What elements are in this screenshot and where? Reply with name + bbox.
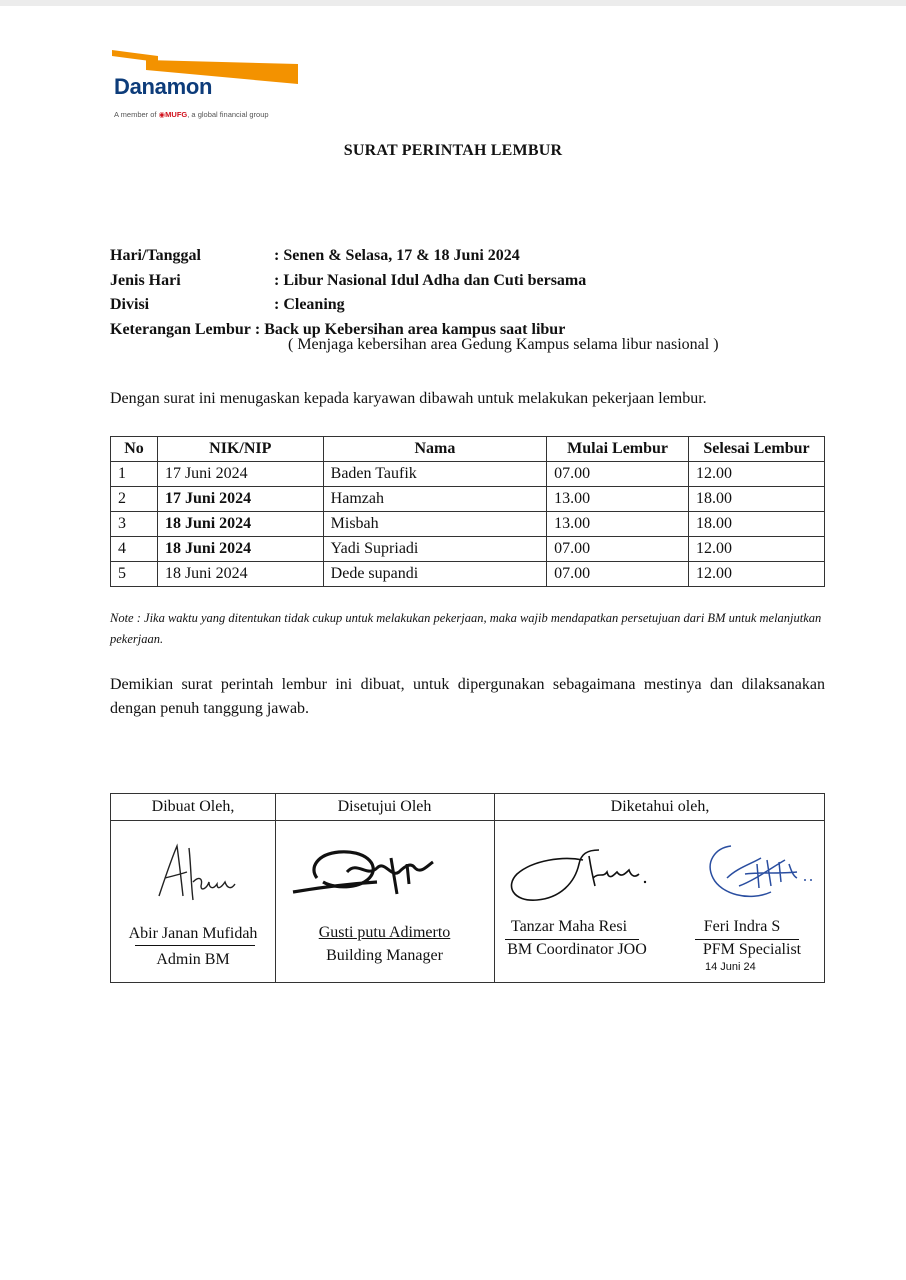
info-row-day: Hari/Tanggal : Senen & Selasa, 17 & 18 Juni 2024 bbox=[110, 247, 520, 264]
cell-name: Hamzah bbox=[323, 487, 546, 512]
cell-start: 07.00 bbox=[547, 537, 689, 562]
document-title: SURAT PERINTAH LEMBUR bbox=[343, 142, 563, 159]
cell-nik: 17 Juni 2024 bbox=[157, 487, 323, 512]
cell-nik: 17 Juni 2024 bbox=[157, 462, 323, 487]
header-name: Nama bbox=[323, 437, 546, 462]
signer-2-name: Gusti putu Adimerto bbox=[318, 924, 451, 941]
cell-start: 07.00 bbox=[547, 562, 689, 587]
header-start: Mulai Lembur bbox=[547, 437, 689, 462]
cell-name: Dede supandi bbox=[323, 562, 546, 587]
table-row bbox=[111, 462, 825, 487]
cell-name: Baden Taufik bbox=[323, 462, 546, 487]
info-row-division: Divisi : Cleaning bbox=[110, 296, 345, 313]
signature-2-icon bbox=[287, 838, 447, 908]
signature-4-icon bbox=[701, 838, 821, 908]
made-by-header: Dibuat Oleh, bbox=[151, 798, 235, 815]
info-row-type: Jenis Hari : Libur Nasional Idul Adha dan Cuti bersama bbox=[110, 271, 587, 289]
table-row bbox=[111, 537, 825, 562]
info-row-remark: Keterangan Lembur : Back up Kebersihan area kampus saat libur bbox=[110, 320, 566, 338]
cell-no: 5 bbox=[111, 562, 158, 587]
signer-3-role: BM Coordinator JOO bbox=[507, 941, 647, 958]
signature-table bbox=[110, 793, 825, 983]
logo-name: Danamon bbox=[114, 74, 213, 99]
signature-3-icon bbox=[503, 838, 663, 908]
cell-no: 1 bbox=[111, 462, 158, 487]
closing-text: Demikian surat perintah lembur ini dibuat, untuk dipergunakan sebagaimana mestinya dan dilaksanakan dengan penuh tanggung jawab. bbox=[110, 676, 825, 717]
signer-4-date: 14 Juni 24 bbox=[705, 961, 756, 973]
cell-nik: 18 Juni 2024 bbox=[157, 512, 323, 537]
cell-end: 18.00 bbox=[689, 512, 825, 537]
danamon-logo bbox=[110, 44, 310, 124]
signer-2-role: Building Manager bbox=[326, 947, 443, 964]
remark-subtext: ( Menjaga kebersihan area Gedung Kampus selama libur nasional ) bbox=[288, 336, 719, 353]
signer-4-name: Feri Indra S bbox=[703, 918, 781, 935]
approved-by-header: Disetujui Oleh bbox=[337, 798, 432, 815]
info-block bbox=[110, 244, 586, 342]
cell-no: 3 bbox=[111, 512, 158, 537]
table-row bbox=[111, 487, 825, 512]
intro-text: Dengan surat ini menugaskan kepada karyawan dibawah untuk melakukan pekerjaan lembur. bbox=[110, 390, 707, 407]
signer-4-role: PFM Specialist bbox=[702, 941, 802, 958]
cell-end: 18.00 bbox=[689, 487, 825, 512]
table-row bbox=[111, 512, 825, 537]
cell-no: 4 bbox=[111, 537, 158, 562]
cell-end: 12.00 bbox=[689, 462, 825, 487]
signature-1-icon bbox=[151, 838, 241, 908]
cell-end: 12.00 bbox=[689, 537, 825, 562]
cell-nik: 18 Juni 2024 bbox=[157, 562, 323, 587]
header-nik: NIK/NIP bbox=[157, 437, 323, 462]
cell-start: 13.00 bbox=[547, 487, 689, 512]
header-end: Selesai Lembur bbox=[689, 437, 825, 462]
cell-end: 12.00 bbox=[689, 562, 825, 587]
known-by-header: Diketahui oleh, bbox=[610, 798, 710, 815]
overtime-table bbox=[110, 436, 825, 587]
cell-name: Yadi Supriadi bbox=[323, 537, 546, 562]
table-row bbox=[111, 562, 825, 587]
signer-1-role: Admin BM bbox=[156, 951, 230, 968]
signer-3-name: Tanzar Maha Resi bbox=[510, 918, 628, 935]
cell-start: 13.00 bbox=[547, 512, 689, 537]
cell-name: Misbah bbox=[323, 512, 546, 537]
header-no: No bbox=[111, 437, 158, 462]
cell-no: 2 bbox=[111, 487, 158, 512]
cell-start: 07.00 bbox=[547, 462, 689, 487]
mufg-icon: ◉ bbox=[158, 110, 166, 119]
signer-1-name: Abir Janan Mufidah bbox=[128, 925, 258, 942]
document-page bbox=[0, 6, 906, 1280]
table-header-row bbox=[111, 437, 825, 462]
note-text: Note : Jika waktu yang ditentukan tidak cukup untuk melakukan pekerjaan, maka wajib mendapatkan persetujuan dari BM untuk melanjutkan pekerjaan. bbox=[110, 611, 822, 646]
cell-nik: 18 Juni 2024 bbox=[157, 537, 323, 562]
logo-tagline: A member of ◉MUFG, a global financial group bbox=[114, 110, 269, 119]
